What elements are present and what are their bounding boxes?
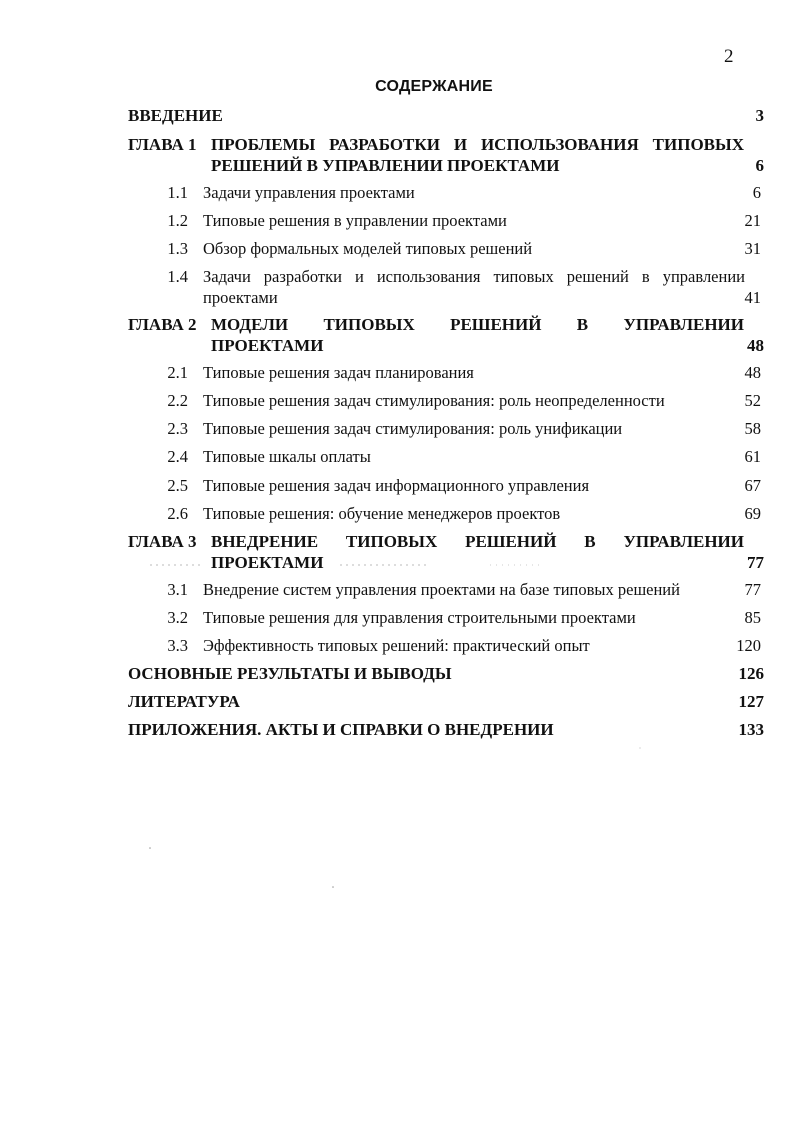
section-title: Внедрение систем управления проектами на базе типовых решений	[203, 580, 680, 599]
entry-page: 52	[744, 391, 761, 410]
entry-page: 85	[744, 608, 761, 627]
section-number: 3.2	[167, 608, 188, 627]
section-number: 2.2	[167, 391, 188, 410]
toc-heading: СОДЕРЖАНИЕ	[375, 78, 493, 95]
entry-page: 41	[744, 288, 761, 307]
entry-title: ОСНОВНЫЕ РЕЗУЛЬТАТЫ И ВЫВОДЫ	[128, 664, 452, 683]
entry-page: 6	[755, 156, 764, 175]
section-number: 3.1	[167, 580, 188, 599]
entry-page: 77	[744, 580, 761, 599]
chapter-title-line1: ПРОБЛЕМЫ РАЗРАБОТКИ И ИСПОЛЬЗОВАНИЯ ТИПОВЫХ	[211, 135, 744, 154]
section-title: Задачи управления проектами	[203, 183, 415, 202]
page-number: 2	[724, 46, 734, 67]
entry-page: 120	[736, 636, 761, 655]
section-title-line1: Задачи разработки и использования типовых решений в управлении	[203, 267, 745, 286]
section-title: Типовые решения задач планирования	[203, 363, 474, 382]
chapter-label: ГЛАВА 1	[128, 135, 197, 154]
entry-page: 67	[744, 476, 761, 495]
section-title: Обзор формальных моделей типовых решений	[203, 239, 533, 258]
entry-page: 48	[747, 336, 764, 355]
section-title: Типовые решения задач стимулирования: роль неопределенности	[203, 391, 665, 410]
section-number: 1.2	[167, 211, 188, 230]
entry-page: 21	[744, 211, 761, 230]
entry-page: 3	[755, 106, 764, 125]
entry-title: ВВЕДЕНИЕ	[128, 106, 223, 125]
entry-page: 77	[747, 553, 764, 572]
section-title: Типовые решения задач информационного управления	[203, 476, 590, 495]
chapter-title-line2: ПРОЕКТАМИ	[211, 553, 324, 572]
section-title: Типовые шкалы оплаты	[203, 447, 371, 466]
section-title-line2: проектами	[203, 288, 278, 307]
section-number: 2.1	[167, 363, 188, 382]
chapter-title-line2: РЕШЕНИЙ В УПРАВЛЕНИИ ПРОЕКТАМИ	[211, 156, 560, 175]
section-number: 1.1	[167, 183, 188, 202]
section-number: 1.4	[167, 267, 188, 286]
entry-title: ПРИЛОЖЕНИЯ. АКТЫ И СПРАВКИ О ВНЕДРЕНИИ	[128, 720, 554, 739]
section-title: Типовые решения для управления строительными проектами	[203, 608, 636, 627]
entry-page: 69	[744, 504, 761, 523]
section-number: 2.6	[167, 504, 188, 523]
entry-page: 133	[738, 720, 764, 739]
chapter-title-line1: ВНЕДРЕНИЕ ТИПОВЫХ РЕШЕНИЙ В УПРАВЛЕНИИ	[211, 532, 744, 551]
entry-title: ЛИТЕРАТУРА	[128, 692, 240, 711]
section-title: Типовые решения в управлении проектами	[203, 211, 507, 230]
section-title: Эффективность типовых решений: практический опыт	[203, 636, 590, 655]
entry-page: 6	[752, 183, 761, 202]
entry-page: 58	[744, 419, 761, 438]
section-number: 1.3	[167, 239, 188, 258]
entry-page: 126	[738, 664, 764, 683]
chapter-title-line2: ПРОЕКТАМИ	[211, 336, 324, 355]
section-number: 3.3	[167, 636, 188, 655]
section-number: 2.3	[167, 419, 188, 438]
section-number: 2.4	[167, 447, 188, 466]
section-title: Типовые решения задач стимулирования: роль унификации	[203, 419, 623, 438]
chapter-title-line1: МОДЕЛИ ТИПОВЫХ РЕШЕНИЙ В УПРАВЛЕНИИ	[211, 315, 744, 334]
entry-page: 127	[738, 692, 764, 711]
chapter-label: ГЛАВА 3	[128, 532, 197, 551]
section-number: 2.5	[167, 476, 188, 495]
chapter-label: ГЛАВА 2	[128, 315, 197, 334]
entry-page: 48	[744, 363, 761, 382]
section-title: Типовые решения: обучение менеджеров проектов	[203, 504, 561, 523]
entry-page: 61	[744, 447, 761, 466]
entry-page: 31	[744, 239, 761, 258]
